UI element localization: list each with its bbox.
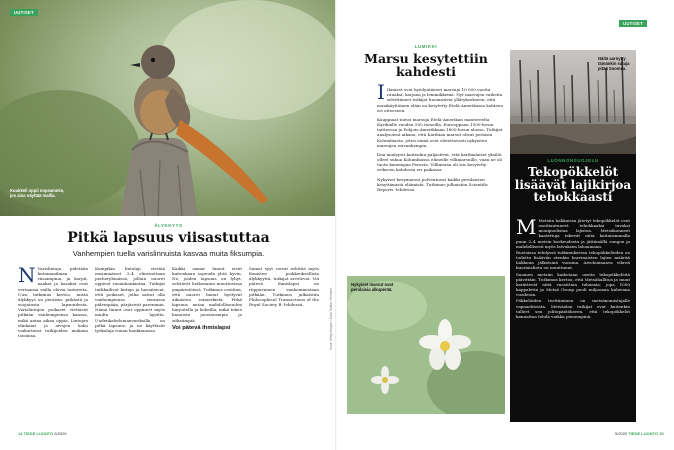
magazine-brand: TIEDE LUONTO: [23, 431, 54, 436]
body-paragraph: Dna-analyysit kuitenkin paljastivat, että karibialaiset yksilöt olleet sukua Kolumbiassa eläneille villimarsuille, vaan ne oli tuotu kauempaa Perusta. Villimarsu oli siis kesytetty erikseen kahdessa eri paikassa.: [377, 152, 503, 173]
photo-credit: Kuva: Getty Images / Juan Tarkka / Moment: [329, 288, 333, 350]
article2-kicker: LUONNONSUOJELU: [547, 158, 599, 163]
dead-trees-photo: [510, 50, 636, 154]
body-column-3: [172, 266, 242, 332]
article-headline: Pitkä lapsuus viisastuttaa: [67, 230, 270, 246]
body-column-4: [249, 266, 319, 308]
page-number: 15: [659, 431, 664, 436]
section-tag: UUTISET: [619, 20, 647, 27]
swamp-caption: Näitä aarnytty tämänkin sataja pitää Suomea.: [598, 56, 630, 71]
article1-body: [377, 80, 505, 196]
photo-caption: Kuukkeli oppii nopeammin, jos aina näyttää mallia.: [10, 188, 65, 198]
article1-headline: Marsu kesytettiin kahdesti: [364, 51, 488, 79]
body-paragraph: Kumpikin lintulaji viettää ensimmäiset 3–4 elinvuottaan perheryhmässä, jolloin nuoret oppivat ruuanhankintaa. Tutkijat tarkkailivat lintuja ja havaitsivat, että poikaset, jotka saivat olla vanhempiensa seurassa pidempään, pärjäsivät paremmin. Nämä linnut ovat oppineet myös muilta lajeilta. Uudenkaledonianvariksilla on pitkä lapsuus, ja ne käyttävät työkaluja ruuan hankinnassa.: [95, 266, 165, 333]
body-paragraph: Metsiin hakkuissa jätetyt tekopökkelöt ovat osoittautuneet tehokkaaksi tavaksi monipuolistaa lajistoa. Metsäkonneet kaatettuja tekevät niitä kaitaisimmalla puun 2–4 metrin korkeudesta ja jättämällä rungon ja mahdollisesti myös latvuksen lahoamaan.: [516, 218, 630, 249]
drop-cap: M: [516, 215, 537, 239]
page-folio: [18, 431, 67, 436]
right-page: [337, 0, 674, 450]
subheading: Voi pätevä ihmislapsi: [172, 324, 231, 331]
body-paragraph: Ihmiset ovat hyödyntäneet marsuja 10 000 vuotta ruuaksi, karjana ja lemmikkeinä. Nyt marsujen vaiheita selvittäneet tutkijat huomasivat yllätyksekseen, että monikäyttöinen eläin on kesytetty Etelä-Amerikassa kahteen eri otteeseen.: [377, 87, 503, 113]
white-flower-illustration: [347, 276, 505, 414]
article2-body: [516, 215, 630, 320]
article1-kicker: LUMIKKI: [414, 44, 438, 49]
body-paragraph: Suomen metsiin kaikotaan useita tekopökkelöitä päivittäin. Tutkimus kertoo, että Metsähallitus ja muut kerättevät niitä vuosittain tuhansia; jopa 1000 kappaletta ja Metsä Group puoli miljoonaa kuluvana vuodessa.: [516, 271, 630, 298]
flower-photo: [347, 276, 505, 414]
drop-cap: N: [18, 263, 36, 287]
section-tag: UUTISET: [10, 9, 38, 16]
body-paragraph: Kauppiaat toivat marsuja Etelä-Amerikan mantereelta Karibialle vuoden 500 tienoilla. Eurooppaan 1500-luvun taitteessa ja Pohjois-Amerikkaan 1800-luvun alussa. Tutkijat analysoivat aikaan, että Karibian marsut olivat peräisin Kolumbiasta, joten nämä ovat oletettavasti nykyisten marsujen esivanhempia.: [377, 116, 503, 148]
page-number: 14: [18, 431, 23, 436]
body-paragraph: Varislintuja pidetään lintumaailman viisaimpina, ja korpit, naakat ja harakat ovat vertaansa vailla olevia taitureita. Uusi tutkimus kertoo, mistä älykkyys on peräisin: pitkästä ja suojatusta lapsuudesta. Varislintujen poikaset viettävät pitkään vanhempiensa kanssa, mikä antaa aikaa oppia. Lintujen elinkaari ja aivojen koko vaikuttavat tutkijoiden mukaan toisiinsa.: [18, 266, 88, 339]
body-column-2: [95, 266, 165, 334]
article-kicker: ÄLYKKYYS: [154, 223, 183, 228]
body-column-1: [18, 263, 88, 339]
jay-illustration: [0, 0, 337, 216]
body-paragraph: Ruotsissa tehdyssä tutkimuksessa tekopökkelöiden on todettu lisäävän etenkin harvinaisten lajien määrää hakkuun jälkeisinä vuosina. Aivohuimaava vihreä kuoriaislintu on muuttunut.: [516, 249, 630, 271]
body-paragraph: Kaikki samat linnut eivät kuitenkaan sopeudu yhtä hyvin. Ne, joiden lapsuus on lyhyt, selviävät heikommin muuttuvissa ympäristöissä. Tutkimus osoittaa, että nuoret linnut hyötyvät aikuisten esimerkistä. Pitkä lapsuus antaa mahdollisuuden harjoitella ja kokeilla, mikä tekee linnuista joustavampia ja sitkeämpiä.: [172, 266, 242, 323]
body-paragraph: Pökkelöiden teettäminen on metsänomistajalle vapaaehtoista. Metsäalan tutkijat ovat kuitenkin tulleet sen johtopäätökseen, että tekopökkelöt kannattaa tehdä vaikka pienempinä.: [516, 298, 630, 319]
dark-article-box: [510, 50, 636, 422]
article2-headline: Tekopökkelöt lisäävät lajikirjoa tehokkaasti: [514, 165, 632, 204]
magazine-brand: TIEDE LUONTO: [628, 431, 659, 436]
flower-caption: Nykyiset marsut ovat perulaisia alkuperää.: [351, 282, 394, 292]
article-body: [18, 263, 323, 424]
issue-number: 5/2020: [615, 431, 628, 436]
body-paragraph: Nykyiset kesymarsut polveutuvat kaikki perulaisten kesyttämistä eläimistä. Tutkimus julkaistiin Scientific Reports -lehdessä.: [377, 176, 489, 193]
issue-number: 5/2020: [54, 431, 67, 436]
drop-cap: I: [377, 80, 385, 104]
bird-photo: [0, 0, 337, 216]
page-folio: [615, 431, 664, 436]
body-paragraph: Samat syyt voivat selittää myös ihmisten poikkeuksellista älykkyyttä, tutkijat arvelevat. Voi pätevä ihmislapsi on riippuvainen vanhemmistaan pitkään. Tutkimus julkaistiin Philosophical Transactions of the Royal Society B -lehdessä.: [249, 266, 319, 308]
article-deck: Vanhempien tuella varislinnuista kasvaa muita fiksumpia.: [72, 249, 265, 258]
